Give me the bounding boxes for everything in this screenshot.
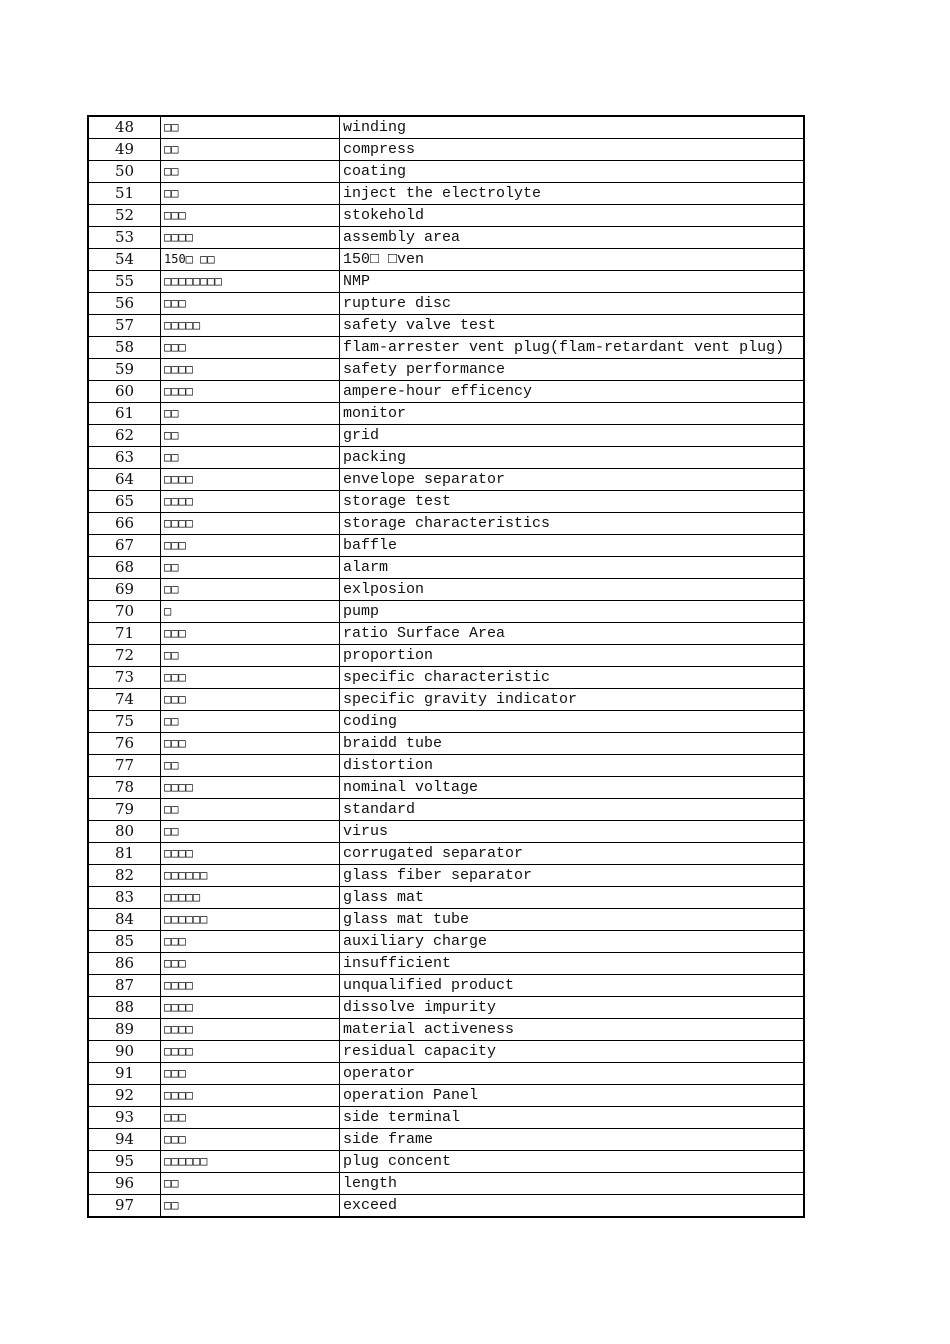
chinese-term-cell: □□□□ (161, 227, 340, 249)
chinese-term-cell: □□□ (161, 953, 340, 975)
english-term-cell: winding (340, 116, 805, 139)
chinese-term-cell: □□ (161, 557, 340, 579)
row-number-cell: 48 (88, 116, 161, 139)
chinese-term-cell: □□ (161, 755, 340, 777)
chinese-term-cell: □□□ (161, 1107, 340, 1129)
english-term-cell: standard (340, 799, 805, 821)
english-term-cell: exlposion (340, 579, 805, 601)
table-row (88, 909, 804, 931)
table-row (88, 183, 804, 205)
row-number-cell: 74 (88, 689, 161, 711)
chinese-term-cell: 150□ □□ (161, 249, 340, 271)
table-row (88, 1085, 804, 1107)
table-row (88, 645, 804, 667)
table-row (88, 139, 804, 161)
chinese-term-cell: □□□□ (161, 1085, 340, 1107)
row-number-cell: 58 (88, 337, 161, 359)
row-number-cell: 66 (88, 513, 161, 535)
row-number-cell: 70 (88, 601, 161, 623)
row-number-cell: 78 (88, 777, 161, 799)
english-term-cell: inject the electrolyte (340, 183, 805, 205)
table-row (88, 931, 804, 953)
table-row (88, 777, 804, 799)
table-row (88, 469, 804, 491)
row-number-cell: 53 (88, 227, 161, 249)
row-number-cell: 49 (88, 139, 161, 161)
english-term-cell: side frame (340, 1129, 805, 1151)
row-number-cell: 69 (88, 579, 161, 601)
english-term-cell: insufficient (340, 953, 805, 975)
english-term-cell: rupture disc (340, 293, 805, 315)
row-number-cell: 93 (88, 1107, 161, 1129)
chinese-term-cell: □□□ (161, 293, 340, 315)
row-number-cell: 92 (88, 1085, 161, 1107)
chinese-term-cell: □□□□ (161, 975, 340, 997)
chinese-term-cell: □□ (161, 447, 340, 469)
chinese-term-cell: □□ (161, 425, 340, 447)
english-term-cell: specific gravity indicator (340, 689, 805, 711)
chinese-term-cell: □□□□□□□□ (161, 271, 340, 293)
row-number-cell: 97 (88, 1195, 161, 1218)
table-row (88, 116, 804, 139)
english-term-cell: baffle (340, 535, 805, 557)
row-number-cell: 73 (88, 667, 161, 689)
chinese-term-cell: □□□□ (161, 513, 340, 535)
english-term-cell: proportion (340, 645, 805, 667)
english-term-cell: operation Panel (340, 1085, 805, 1107)
table-row (88, 975, 804, 997)
english-term-cell: operator (340, 1063, 805, 1085)
table-row (88, 491, 804, 513)
glossary-table (87, 115, 805, 1218)
chinese-term-cell: □□ (161, 139, 340, 161)
row-number-cell: 94 (88, 1129, 161, 1151)
chinese-term-cell: □□□ (161, 623, 340, 645)
table-row (88, 601, 804, 623)
table-row (88, 799, 804, 821)
chinese-term-cell: □□□□ (161, 491, 340, 513)
row-number-cell: 57 (88, 315, 161, 337)
table-row (88, 205, 804, 227)
table-row (88, 271, 804, 293)
chinese-term-cell: □□□□ (161, 843, 340, 865)
english-term-cell: monitor (340, 403, 805, 425)
table-row (88, 865, 804, 887)
chinese-term-cell: □□ (161, 799, 340, 821)
row-number-cell: 63 (88, 447, 161, 469)
english-term-cell: material activeness (340, 1019, 805, 1041)
row-number-cell: 86 (88, 953, 161, 975)
row-number-cell: 81 (88, 843, 161, 865)
table-row (88, 425, 804, 447)
row-number-cell: 55 (88, 271, 161, 293)
chinese-term-cell: □□□ (161, 1129, 340, 1151)
chinese-term-cell: □□ (161, 1195, 340, 1218)
chinese-term-cell: □□□ (161, 689, 340, 711)
row-number-cell: 71 (88, 623, 161, 645)
row-number-cell: 79 (88, 799, 161, 821)
english-term-cell: coating (340, 161, 805, 183)
row-number-cell: 51 (88, 183, 161, 205)
english-term-cell: exceed (340, 1195, 805, 1218)
row-number-cell: 65 (88, 491, 161, 513)
row-number-cell: 95 (88, 1151, 161, 1173)
chinese-term-cell: □□ (161, 183, 340, 205)
english-term-cell: dissolve impurity (340, 997, 805, 1019)
chinese-term-cell: □□□ (161, 337, 340, 359)
english-term-cell: glass mat (340, 887, 805, 909)
table-row (88, 227, 804, 249)
chinese-term-cell: □□ (161, 579, 340, 601)
row-number-cell: 62 (88, 425, 161, 447)
row-number-cell: 84 (88, 909, 161, 931)
english-term-cell: distortion (340, 755, 805, 777)
table-row (88, 1063, 804, 1085)
row-number-cell: 61 (88, 403, 161, 425)
table-row (88, 403, 804, 425)
row-number-cell: 60 (88, 381, 161, 403)
row-number-cell: 54 (88, 249, 161, 271)
english-term-cell: storage test (340, 491, 805, 513)
table-row (88, 821, 804, 843)
table-row (88, 1041, 804, 1063)
english-term-cell: residual capacity (340, 1041, 805, 1063)
english-term-cell: ratio Surface Area (340, 623, 805, 645)
table-row (88, 161, 804, 183)
row-number-cell: 82 (88, 865, 161, 887)
row-number-cell: 67 (88, 535, 161, 557)
table-row (88, 1195, 804, 1218)
chinese-term-cell: □□ (161, 403, 340, 425)
table-row (88, 579, 804, 601)
chinese-term-cell: □□□□□ (161, 887, 340, 909)
table-row (88, 689, 804, 711)
row-number-cell: 88 (88, 997, 161, 1019)
row-number-cell: 90 (88, 1041, 161, 1063)
table-row (88, 843, 804, 865)
chinese-term-cell: □□□ (161, 1063, 340, 1085)
row-number-cell: 52 (88, 205, 161, 227)
table-row (88, 1107, 804, 1129)
table-row (88, 535, 804, 557)
english-term-cell: grid (340, 425, 805, 447)
row-number-cell: 87 (88, 975, 161, 997)
chinese-term-cell: □□□ (161, 535, 340, 557)
english-term-cell: pump (340, 601, 805, 623)
table-row (88, 953, 804, 975)
chinese-term-cell: □ (161, 601, 340, 623)
table-row (88, 249, 804, 271)
english-term-cell: NMP (340, 271, 805, 293)
row-number-cell: 75 (88, 711, 161, 733)
chinese-term-cell: □□□ (161, 931, 340, 953)
row-number-cell: 96 (88, 1173, 161, 1195)
chinese-term-cell: □□□□□□ (161, 865, 340, 887)
chinese-term-cell: □□□□ (161, 469, 340, 491)
english-term-cell: plug concent (340, 1151, 805, 1173)
chinese-term-cell: □□□□ (161, 997, 340, 1019)
table-row (88, 1019, 804, 1041)
row-number-cell: 76 (88, 733, 161, 755)
english-term-cell: specific characteristic (340, 667, 805, 689)
row-number-cell: 80 (88, 821, 161, 843)
table-row (88, 711, 804, 733)
english-term-cell: unqualified product (340, 975, 805, 997)
chinese-term-cell: □□□ (161, 205, 340, 227)
english-term-cell: side terminal (340, 1107, 805, 1129)
table-row (88, 1129, 804, 1151)
table-row (88, 623, 804, 645)
english-term-cell: stokehold (340, 205, 805, 227)
chinese-term-cell: □□□□ (161, 777, 340, 799)
row-number-cell: 85 (88, 931, 161, 953)
table-row (88, 513, 804, 535)
row-number-cell: 72 (88, 645, 161, 667)
chinese-term-cell: □□□□ (161, 1041, 340, 1063)
row-number-cell: 50 (88, 161, 161, 183)
row-number-cell: 89 (88, 1019, 161, 1041)
english-term-cell: glass mat tube (340, 909, 805, 931)
english-term-cell: compress (340, 139, 805, 161)
table-row (88, 667, 804, 689)
english-term-cell: ampere-hour efficency (340, 381, 805, 403)
chinese-term-cell: □□ (161, 1173, 340, 1195)
english-term-cell: braidd tube (340, 733, 805, 755)
table-row (88, 337, 804, 359)
chinese-term-cell: □□□ (161, 667, 340, 689)
glossary-table-body (88, 116, 804, 1217)
table-row (88, 381, 804, 403)
table-row (88, 997, 804, 1019)
table-row (88, 359, 804, 381)
english-term-cell: alarm (340, 557, 805, 579)
row-number-cell: 83 (88, 887, 161, 909)
chinese-term-cell: □□□□□□ (161, 909, 340, 931)
table-row (88, 1151, 804, 1173)
chinese-term-cell: □□ (161, 116, 340, 139)
chinese-term-cell: □□□□□ (161, 315, 340, 337)
row-number-cell: 59 (88, 359, 161, 381)
english-term-cell: flam-arrester vent plug(flam-retardant vent plug) (340, 337, 805, 359)
english-term-cell: packing (340, 447, 805, 469)
table-row (88, 733, 804, 755)
english-term-cell: 150□ □ven (340, 249, 805, 271)
chinese-term-cell: □□ (161, 821, 340, 843)
chinese-term-cell: □□□ (161, 733, 340, 755)
row-number-cell: 77 (88, 755, 161, 777)
english-term-cell: storage characteristics (340, 513, 805, 535)
table-row (88, 887, 804, 909)
english-term-cell: nominal voltage (340, 777, 805, 799)
english-term-cell: assembly area (340, 227, 805, 249)
english-term-cell: safety valve test (340, 315, 805, 337)
table-row (88, 315, 804, 337)
english-term-cell: auxiliary charge (340, 931, 805, 953)
row-number-cell: 56 (88, 293, 161, 315)
chinese-term-cell: □□□□ (161, 1019, 340, 1041)
english-term-cell: length (340, 1173, 805, 1195)
chinese-term-cell: □□ (161, 645, 340, 667)
table-row (88, 557, 804, 579)
english-term-cell: virus (340, 821, 805, 843)
chinese-term-cell: □□ (161, 711, 340, 733)
chinese-term-cell: □□□□ (161, 381, 340, 403)
chinese-term-cell: □□□□□□ (161, 1151, 340, 1173)
table-row (88, 1173, 804, 1195)
table-row (88, 755, 804, 777)
english-term-cell: coding (340, 711, 805, 733)
table-row (88, 447, 804, 469)
english-term-cell: glass fiber separator (340, 865, 805, 887)
english-term-cell: envelope separator (340, 469, 805, 491)
row-number-cell: 64 (88, 469, 161, 491)
row-number-cell: 68 (88, 557, 161, 579)
english-term-cell: safety performance (340, 359, 805, 381)
chinese-term-cell: □□□□ (161, 359, 340, 381)
english-term-cell: corrugated separator (340, 843, 805, 865)
table-row (88, 293, 804, 315)
row-number-cell: 91 (88, 1063, 161, 1085)
chinese-term-cell: □□ (161, 161, 340, 183)
